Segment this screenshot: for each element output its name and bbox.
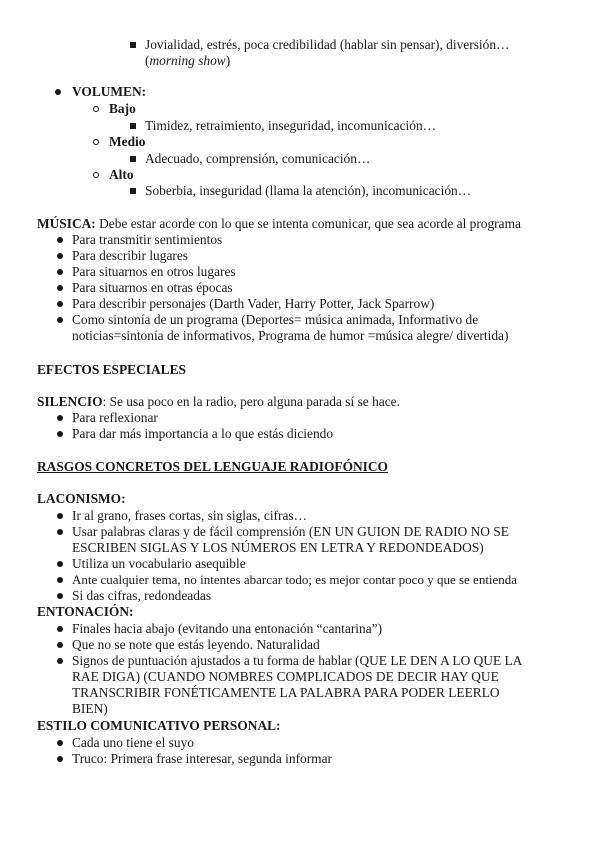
bullet-icon: [55, 89, 61, 95]
silencio-label: SILENCIO: [37, 394, 103, 409]
bullet-icon: [57, 756, 63, 762]
bullet-icon: [57, 285, 63, 291]
square-bullet-icon: [130, 123, 136, 129]
silencio-paragraph: SILENCIO: Se usa poco en la radio, pero alguna parada sí se hace.: [37, 394, 400, 409]
list-item: Para situarnos en otros lugares: [72, 264, 236, 279]
list-item-continuation: ESCRIBEN SIGLAS Y LOS NÚMEROS EN LETRA Y REDONDEADOS): [72, 540, 484, 555]
list-item: Timidez, retraimiento, inseguridad, incomunicación…: [145, 118, 437, 133]
bullet-icon: [57, 301, 63, 307]
list-item-continuation: TRANSCRIBIR FONÉTICAMENTE LA PALABRA PARA PODER LEERLO: [72, 685, 500, 700]
rasgos-heading: RASGOS CONCRETOS DEL LENGUAJE RADIOFÓNICO: [37, 459, 388, 474]
entonacion-heading: ENTONACIÓN:: [37, 604, 134, 619]
laconismo-heading: LACONISMO:: [37, 491, 126, 506]
list-item: Jovialidad, estrés, poca credibilidad (hablar sin pensar), diversión…: [145, 37, 510, 52]
list-item: Para describir lugares: [72, 248, 189, 263]
bullet-icon: [57, 529, 63, 535]
square-bullet-icon: [130, 42, 136, 48]
volume-level-label: Bajo: [109, 101, 136, 116]
list-item: Para situarnos en otras épocas: [72, 280, 233, 295]
bullet-icon: [57, 431, 63, 437]
bullet-icon: [57, 740, 63, 746]
bullet-icon: [57, 269, 63, 275]
list-item: Soberbia, inseguridad (llama la atención), incomunicación…: [145, 183, 472, 198]
efectos-heading: EFECTOS ESPECIALES: [37, 362, 186, 377]
list-item-continuation: noticias=sintonía de informativos, Programa de humor =música alegre/ divertida): [72, 328, 509, 343]
list-item: Ante cualquier tema, no intentes abarcar todo; es mejor contar poco y que se entienda: [72, 572, 518, 587]
bullet-icon: [57, 253, 63, 259]
estilo-heading: ESTILO COMUNICATIVO PERSONAL:: [37, 718, 281, 733]
square-bullet-icon: [130, 188, 136, 194]
bullet-icon: [57, 513, 63, 519]
list-item: Cada uno tiene el suyo: [72, 735, 194, 750]
bullet-icon: [57, 577, 63, 583]
list-item-continuation: BIEN): [72, 701, 108, 716]
bullet-icon: [57, 593, 63, 599]
circle-bullet-icon: [93, 139, 99, 145]
list-item: Utiliza un vocabulario asequible: [72, 556, 246, 571]
circle-bullet-icon: [93, 106, 99, 112]
list-item: Para transmitir sentimientos: [72, 232, 223, 247]
volume-level-label: Medio: [109, 134, 146, 149]
bullet-icon: [57, 317, 63, 323]
bullet-icon: [57, 561, 63, 567]
list-item: Signos de puntuación ajustados a tu forma de hablar (QUE LE DEN A LO QUE LA: [72, 653, 523, 668]
list-item: Para dar más importancia a lo que estás diciendo: [72, 426, 334, 441]
list-item: Como sintonía de un programa (Deportes= música animada, Informativo de: [72, 312, 479, 327]
list-item: Para describir personajes (Darth Vader, Harry Potter, Jack Sparrow): [72, 296, 435, 311]
list-item: Truco: Primera frase interesar, segunda informar: [72, 751, 332, 766]
bullet-icon: [57, 237, 63, 243]
bullet-icon: [57, 642, 63, 648]
bullet-icon: [57, 415, 63, 421]
italic-term: morning show: [149, 53, 226, 68]
volume-level-label: Alto: [109, 167, 134, 182]
list-item: Usar palabras claras y de fácil comprensión (EN UN GUION DE RADIO NO SE: [72, 524, 509, 539]
list-item: Que no se note que estás leyendo. Naturalidad: [72, 637, 320, 652]
list-item: Ir al grano, frases cortas, sin siglas, cifras…: [72, 508, 308, 523]
list-item: Adecuado, comprensión, comunicación…: [145, 151, 371, 166]
list-item: Si das cifras, redondeadas: [72, 588, 212, 603]
musica-paragraph: MÚSICA: Debe estar acorde con lo que se intenta comunicar, que sea acorde al programa: [37, 216, 521, 231]
list-item-continuation: RAE DIGA) (CUANDO NOMBRES COMPLICADOS DE DECIR HAY QUE: [72, 669, 499, 684]
bullet-icon: [57, 626, 63, 632]
list-item: Finales hacia abajo (evitando una entonación “cantarina”): [72, 621, 383, 636]
list-item: Para reflexionar: [72, 410, 158, 425]
circle-bullet-icon: [93, 172, 99, 178]
bullet-icon: [57, 658, 63, 664]
square-bullet-icon: [130, 156, 136, 162]
list-item-continuation: (morning show): [145, 53, 231, 68]
musica-label: MÚSICA:: [37, 216, 96, 231]
volumen-heading: VOLUMEN:: [72, 84, 147, 99]
